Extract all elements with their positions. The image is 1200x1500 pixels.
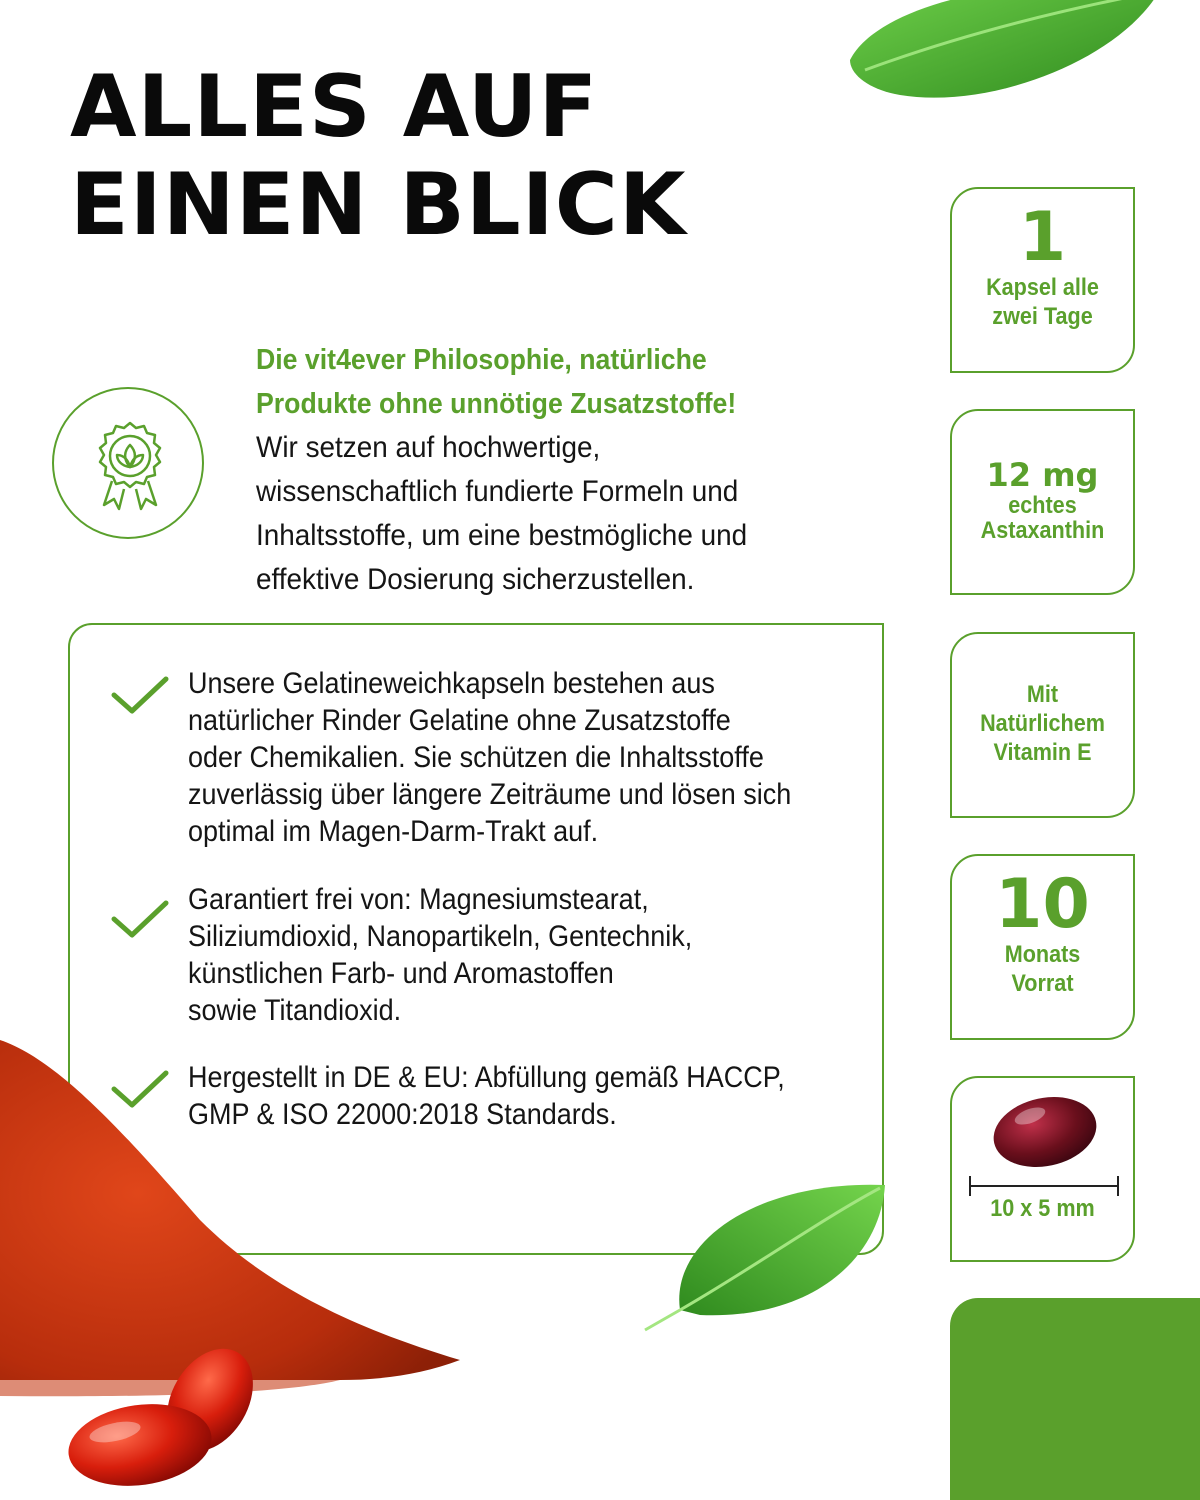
green-corner-block — [950, 1298, 1200, 1500]
intro-body-2: wissenschaftlich fundierte Formeln und — [256, 475, 739, 508]
page-title: ALLES AUF EINEN BLICK — [70, 57, 687, 255]
check-icon — [110, 897, 170, 941]
quality-badge-leaf-icon — [52, 387, 204, 539]
size-label: 10 x 5 mm — [990, 1195, 1095, 1222]
intro-text — [256, 338, 856, 602]
stat-amount: 12 mg echtes Astaxanthin — [950, 409, 1135, 595]
stat-supply: 10 Monats Vorrat — [950, 854, 1135, 1040]
leaf-top-image — [840, 0, 1170, 110]
intro-body-3: Inhaltsstoffe, um eine bestmögliche und — [256, 519, 748, 552]
check-icon — [110, 673, 170, 717]
stat-vitamin: Mit Natürlichem Vitamin E — [950, 632, 1135, 818]
capsules-image — [60, 1340, 280, 1490]
intro-body-4: effektive Dosierung sicherzustellen. — [256, 563, 695, 596]
capsule-icon — [990, 1092, 1100, 1172]
leaf-image — [640, 1170, 900, 1340]
stat-size — [950, 1076, 1135, 1262]
intro-highlight-1: Die vit4ever Philosophie, natürliche — [256, 344, 707, 376]
features-box: Unsere Gelatineweichkapseln bestehen aus natürlicher Rinder Gelatine ohne Zusatzstoffe oder Chemikalien. Sie schützen die Inhaltsstoffe zuverlässig über längere Zeiträume und lösen sich optimal im Magen-Darm-Trakt auf. Garantiert frei von: Magnesiumstearat, Siliziumdioxid, Nanopartikeln, Gentechnik, künstlichen Farb- und Aromastoffen sowie Titandioxid. Hergestellt in DE & EU: Abfüllung gemäß HACCP, GMP & ISO 22000:2018 Standards. — [68, 623, 884, 1255]
intro-highlight-2: Produkte ohne unnötige Zusatzstoffe! — [256, 388, 737, 420]
stat-dose: 1 Kapsel alle zwei Tage — [950, 187, 1135, 373]
intro-body-1: Wir setzen auf hochwertige, — [256, 431, 601, 464]
